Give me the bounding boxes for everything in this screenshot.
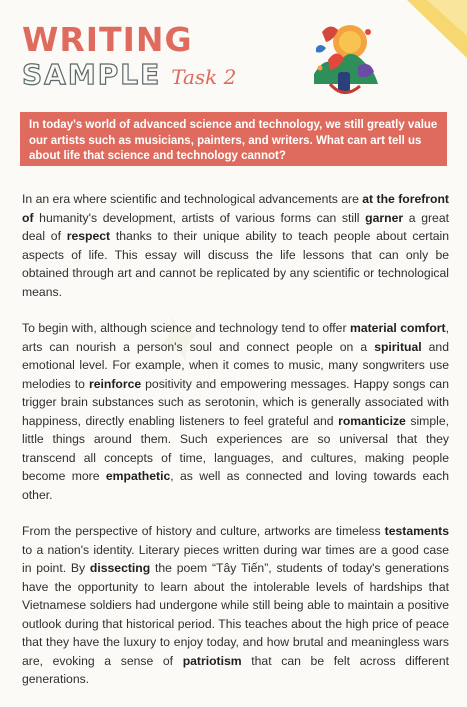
highlighted-term: reinforce xyxy=(88,376,142,391)
highlighted-term: at the forefront of xyxy=(22,192,449,225)
highlighted-term: material comfort xyxy=(350,321,446,335)
task-prompt-box xyxy=(20,112,447,166)
highlighted-term: dissecting xyxy=(89,561,151,575)
task-label: Task 2 xyxy=(171,65,237,89)
essay-paragraph-2: To begin with, although science and technology tend to offer material comfort, arts can nourish a person's soul and connect people on a spiritual and emotional level. For example, when it comes to music, many songwriters use melodies to reinforce positivity and empowering messages. Happy songs can trigger brain substances such as serotonin, which is generally associated with happiness, directly enabling listeners to feel grateful and romanticize simple, little things around them. Such experiences are so universal that they transcend all concepts of time, languages, and cultures, making people become more empathetic, as well as connected and loving towards each other. xyxy=(22,321,449,502)
task-prompt-text: In today's world of advanced science and technology, we still greatly value our artists such as musicians, painters, and writers. What can art tell us about life that science and technology cannot? xyxy=(29,119,438,162)
title-sample: SAMPLE xyxy=(22,58,162,91)
highlighted-term: empathetic xyxy=(105,469,171,483)
highlighted-term: patriotism xyxy=(182,653,242,668)
title-sample-row xyxy=(22,58,236,92)
watermark: ✦ xyxy=(139,294,220,388)
highlighted-term: garner xyxy=(365,210,404,225)
essay-paragraph-1: In an era where scientific and technological advancements are at the forefront of humanity's development, artists of various forms can still garner a great deal of respect thanks to their unique ability to teach people about certain aspects of life. This essay will discuss the life lessons that can only be obtained through art and cannot be replicated by any scientific or technological means. xyxy=(22,192,449,299)
corner-decoration xyxy=(397,0,467,60)
highlighted-term: respect xyxy=(66,229,111,243)
title-writing: WRITING xyxy=(22,20,193,59)
header xyxy=(22,22,236,92)
highlighted-term: romanticize xyxy=(338,413,406,428)
highlighted-term: testaments xyxy=(384,524,449,538)
artist-collage-illustration xyxy=(308,14,380,100)
highlighted-term: spiritual xyxy=(374,339,422,354)
essay-body xyxy=(22,190,449,707)
essay-paragraph-3: From the perspective of history and culture, artworks are timeless testaments to a nation's identity. Literary pieces written during war times are a good case in point. By dissecting the poem “Tây Tiến”, students of today's generations have the opportunity to learn about the intolerable levels of hardships that Vietnamese soldiers had undergone while still being able to maintain a positive outlook during that historical period. This teaches about the high price of peace that they have the luxury to enjoy today, and how brutal and meaningless wars are, evoking a sense of patriotism that can be felt across different generations. xyxy=(22,524,449,686)
